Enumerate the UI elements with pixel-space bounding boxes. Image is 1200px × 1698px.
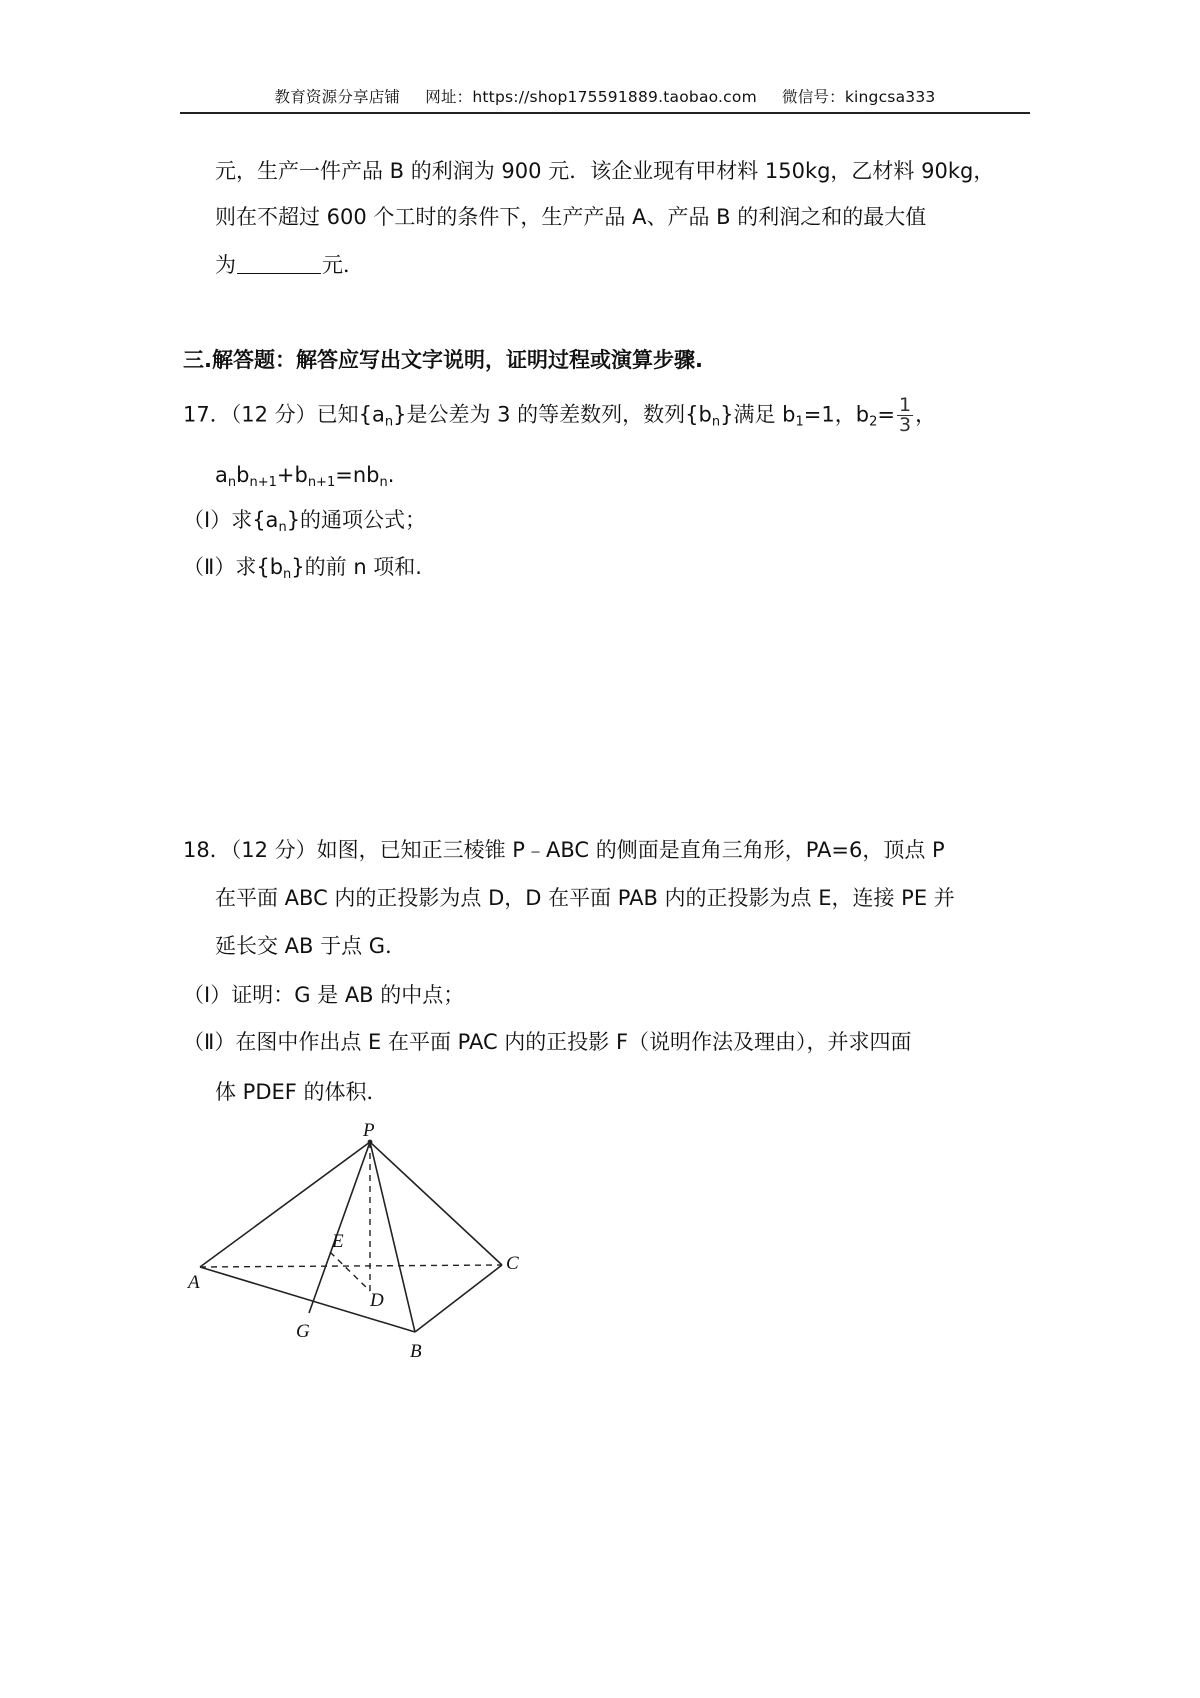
q17-mid3: =1，b [803, 402, 870, 427]
q17-part2-post: }的前 n 项和. [291, 555, 422, 579]
edge-PA [200, 1142, 370, 1267]
q17-sub: 1 [795, 414, 804, 430]
q17-part1 [183, 505, 426, 535]
q17-part2-pre: （Ⅱ）求{b [183, 555, 284, 579]
q18-line1: 18．（12 分）如图，已知正三棱锥 P﹣ABC 的侧面是直角三角形，PA=6，顶点 P [183, 838, 945, 862]
eq-sub: n [379, 475, 388, 490]
p16-line2: 则在不超过 600 个工时的条件下，生产产品 A、产品 B 的利润之和的最大值 [215, 205, 927, 229]
segment-ED-hidden [330, 1252, 370, 1291]
edge-PC [370, 1142, 502, 1265]
q18-part2-line1: （Ⅱ）在图中作出点 E 在平面 PAC 内的正投影 F（说明作法及理由），并求四面 [183, 1030, 912, 1054]
q17-part2 [183, 552, 422, 582]
eq-part: a [215, 463, 228, 487]
label-B: B [410, 1341, 422, 1362]
header-wechat: 微信号：kingcsa333 [782, 88, 936, 106]
fraction-denominator: 3 [898, 414, 912, 436]
q17-sub: n [711, 414, 721, 430]
q17-part2-sub: n [283, 567, 292, 582]
q17-sub: 2 [869, 414, 878, 430]
edge-AC-hidden [200, 1265, 502, 1267]
q18-line3: 延长交 AB 于点 G． [215, 934, 407, 958]
eq-sub: n+1 [307, 475, 336, 490]
eq-part: . [387, 463, 395, 487]
q17-equation [215, 460, 394, 490]
q17-mid1: }是公差为 3 的等差数列，数列{b [393, 402, 712, 427]
label-A: A [188, 1272, 200, 1293]
eq-sub: n+1 [249, 475, 277, 490]
q17-sub: n [384, 414, 394, 430]
eq-part: +b [276, 463, 308, 487]
eq-part: =nb [335, 463, 380, 487]
q17-mid2: }满足 b [720, 402, 796, 427]
label-D: D [370, 1290, 384, 1311]
label-G: G [296, 1321, 310, 1342]
p16-line3-post: 元． [322, 253, 364, 277]
q18-part2-line2: 体 PDEF 的体积． [215, 1080, 388, 1104]
pyramid-figure [180, 1120, 520, 1370]
p16-line1: 元，生产一件产品 B 的利润为 900 元．该企业现有甲材料 150kg，乙材料 90kg， [215, 159, 995, 183]
header-shop: 教育资源分享店铺 [274, 88, 401, 106]
section-title: 三.解答题：解答应写出文字说明，证明过程或演算步骤. [183, 348, 703, 372]
fraction-one-third [897, 396, 913, 435]
eq-part: b [236, 463, 250, 487]
q17-stem [183, 396, 936, 435]
eq-sub: n [227, 475, 237, 490]
p16-line3-pre: 为 [215, 253, 236, 277]
q17-part1-sub: n [278, 520, 287, 535]
q17-mid4: = [877, 402, 895, 427]
q17-part1-post: }的通项公式； [286, 508, 427, 532]
q18-part1: （Ⅰ）证明：G 是 AB 的中点； [183, 983, 465, 1007]
q18-line2: 在平面 ABC 内的正投影为点 D，D 在平面 PAB 内的正投影为点 E，连接 PE 并 [215, 886, 955, 910]
label-P: P [363, 1120, 375, 1141]
page-header [180, 84, 1030, 114]
fraction-numerator: 1 [898, 394, 912, 416]
q17-part1-pre: （Ⅰ）求{a [183, 508, 279, 532]
header-url: 网址：https://shop175591889.taobao.com [425, 88, 757, 106]
edge-BC [415, 1265, 502, 1332]
label-C: C [506, 1253, 519, 1274]
q17-lead: 17．（12 分）已知{a [183, 402, 385, 427]
p16-line3 [215, 250, 364, 280]
answer-blank [237, 251, 321, 274]
segment-PG [309, 1142, 370, 1313]
q17-tail: ， [915, 402, 937, 427]
label-E: E [332, 1231, 344, 1252]
